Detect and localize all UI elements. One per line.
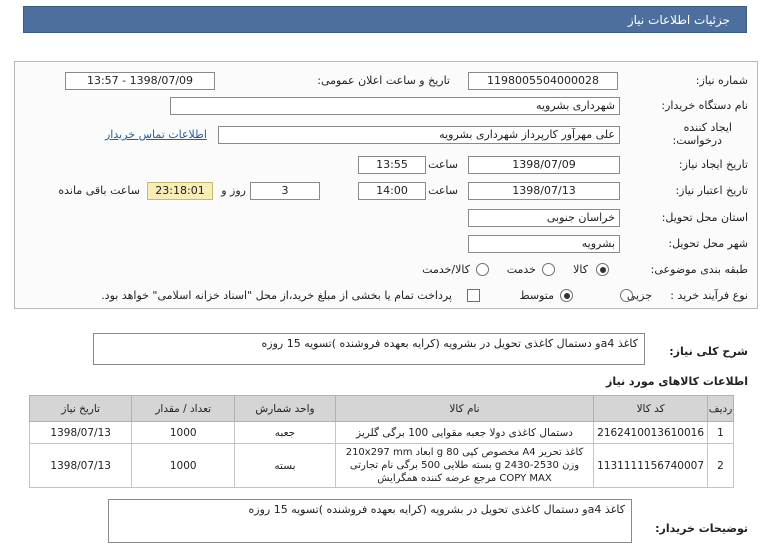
row-unit: جعبه [235,422,336,444]
validity-time-label: ساعت [428,184,458,197]
remaining-time-label: ساعت باقی مانده [58,184,140,197]
need-number-label: شماره نیاز: [695,74,748,87]
col-date: تاریخ نیاز [30,396,132,422]
category-radio-goods-service[interactable] [476,263,489,276]
requester-field[interactable]: علی مهرآور کارپرداز شهرداری بشرویه [218,126,620,144]
requester-label-line2: درخواست: [672,134,722,147]
announce-datetime-label: تاریخ و ساعت اعلان عمومی: [317,74,450,87]
create-date-field[interactable]: 1398/07/09 [468,156,620,174]
items-section-title: اطلاعات کالاهای مورد نیاز [606,375,748,388]
remaining-days-field[interactable]: 3 [250,182,320,200]
category-option-goods: کالا [573,263,588,276]
process-option-medium: متوسط [519,289,554,302]
province-label: استان محل تحویل: [661,211,748,224]
validity-date-label: تاریخ اعتبار نیاز: [675,184,748,197]
create-time-label: ساعت [428,158,458,171]
row-name: دستمال کاغذی دولا جعبه مقوایی 100 برگی گلریز [335,422,593,444]
process-radio-medium[interactable] [560,289,573,302]
col-qty: تعداد / مقدار [132,396,235,422]
row-date: 1398/07/13 [30,422,132,444]
row-qty: 1000 [132,444,235,488]
row-qty: 1000 [132,422,235,444]
category-option-goods-service: کالا/خدمت [422,263,470,276]
category-option-service: خدمت [506,263,536,276]
page-title: جزئیات اطلاعات نیاز [627,13,730,27]
row-code: 1131111156740007 [594,444,708,488]
requester-label-line1: ایجاد کننده [683,121,732,134]
create-time-field[interactable]: 13:55 [358,156,426,174]
row-index: 1 [708,422,734,444]
need-number-field[interactable]: 1198005504000028 [468,72,618,90]
table-row[interactable] [30,422,734,444]
col-code: کد کالا [594,396,708,422]
buyer-notes-field[interactable]: کاغذ a4و دستمال کاغذی تحویل در بشرویه (کرایه بعهده فروشنده )تسویه 15 روزه [108,499,632,543]
col-unit: واحد شمارش [235,396,336,422]
summary-field[interactable]: کاغذ a4و دستمال کاغذی تحویل در بشرویه (کرایه بعهده فروشنده )تسویه 15 روزه [93,333,645,365]
page-header [23,6,747,33]
category-label: طبقه بندی موضوعی: [650,263,748,276]
col-name: نام کالا [335,396,593,422]
items-table-header [30,396,734,422]
col-index: ردیف [708,396,734,422]
row-index: 2 [708,444,734,488]
table-row[interactable] [30,444,734,488]
buyer-org-field[interactable]: شهرداری بشرویه [170,97,620,115]
validity-date-field[interactable]: 1398/07/13 [468,182,620,200]
purchase-process-label: نوع فرآیند خرید : [670,289,748,302]
buyer-notes-label: توضیحات خریدار: [655,522,748,535]
row-date: 1398/07/13 [30,444,132,488]
create-date-label: تاریخ ایجاد نیاز: [678,158,748,171]
remaining-time-field: 23:18:01 [147,182,213,200]
city-label: شهر محل تحویل: [668,237,748,250]
row-code: 2162410013610016 [594,422,708,444]
buyer-contact-link[interactable]: اطلاعات تماس خریدار [105,128,207,141]
row-unit: بسته [235,444,336,488]
row-name: کاغذ تحریر A4 مخصوص کپی 80 g ابعاد 210x297 mm وزن 2530-2430 g بسته طلایی 500 برگی نام تجارتی COPY MAX مرجع عرضه کننده همگرایش [335,444,593,488]
buyer-org-label: نام دستگاه خریدار: [661,99,748,112]
items-table [29,395,734,488]
process-option-minor: جزیی [626,289,652,302]
province-field[interactable]: خراسان جنوبی [468,209,620,227]
validity-time-field[interactable]: 14:00 [358,182,426,200]
treasury-payment-note: پرداخت تمام یا بخشی از مبلغ خرید،از محل "اسناد خزانه اسلامی" خواهد بود. [101,289,452,302]
treasury-payment-checkbox[interactable] [467,289,480,302]
category-radio-service[interactable] [542,263,555,276]
announce-datetime-field[interactable]: 1398/07/09 - 13:57 [65,72,215,90]
summary-label: شرح کلی نیاز: [669,345,748,358]
days-label: روز و [221,184,246,197]
city-field[interactable]: بشرویه [468,235,620,253]
category-radio-goods[interactable] [596,263,609,276]
